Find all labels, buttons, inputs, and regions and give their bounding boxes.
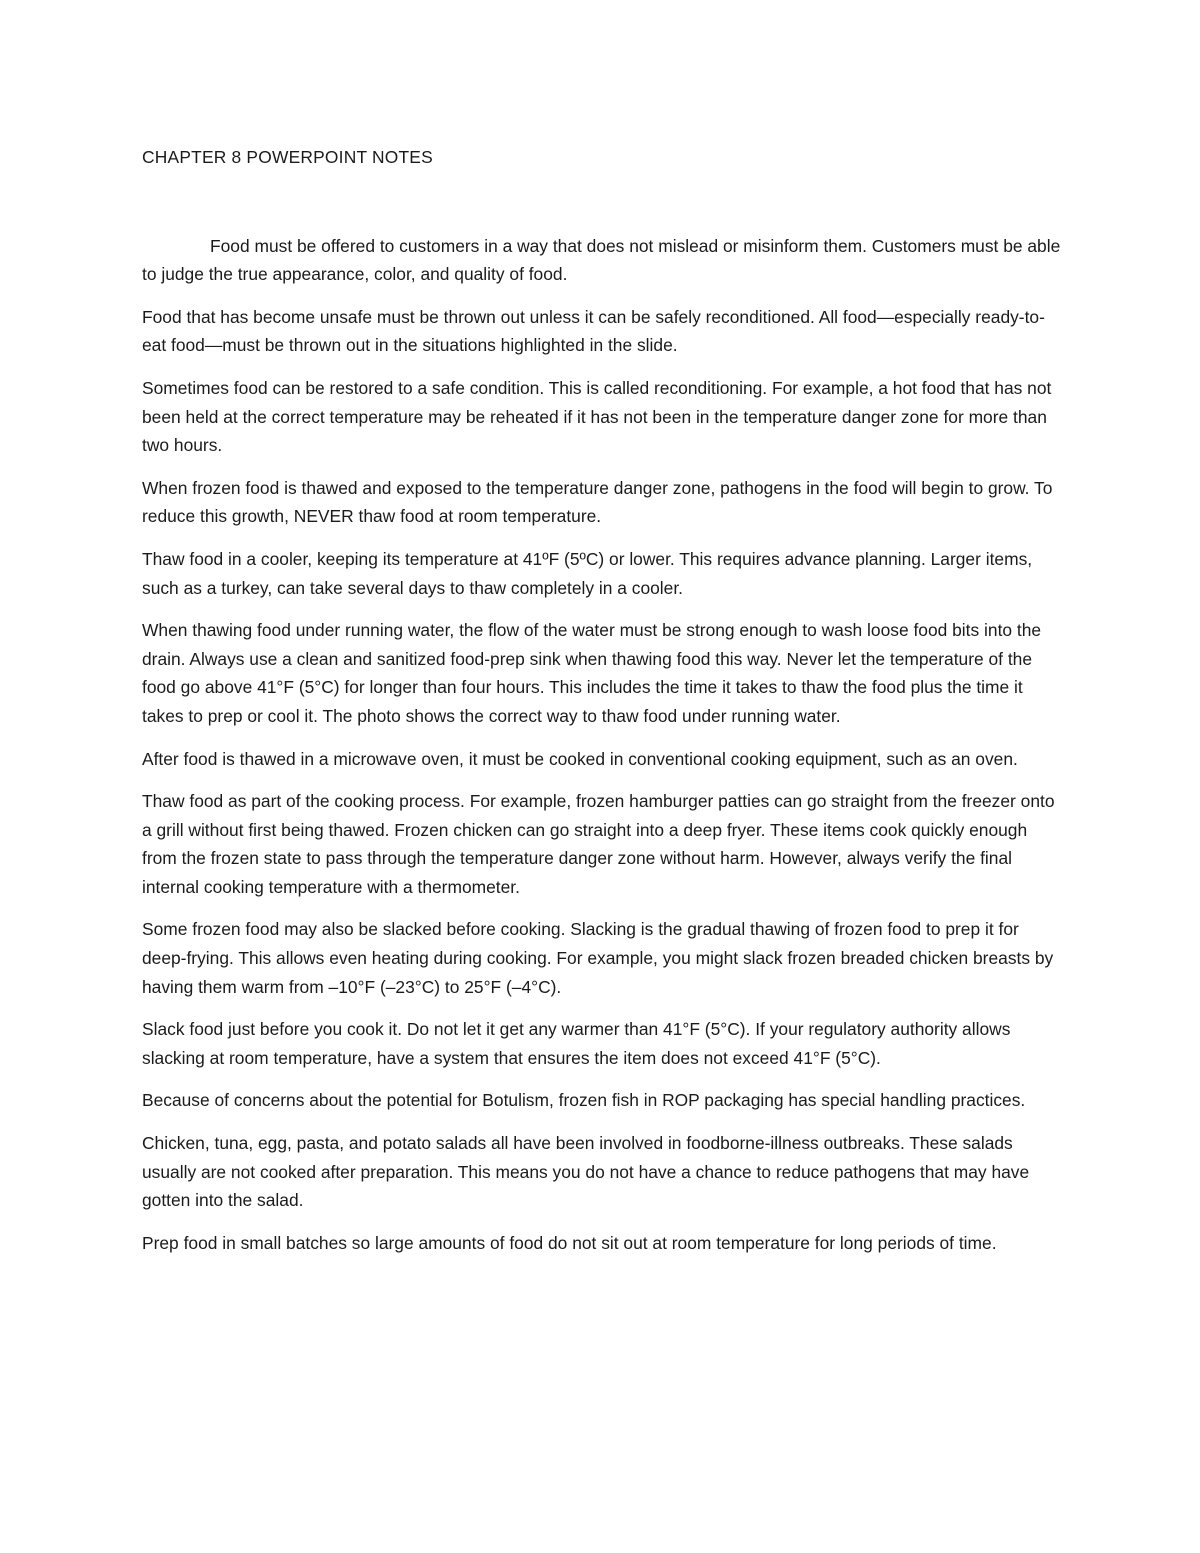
paragraph-3: Sometimes food can be restored to a safe condition. This is called reconditioning. For example, a hot food that has not been held at the correct temperature may be reheated if it has not been in the temperature danger zone for more than two hours. bbox=[142, 377, 1052, 456]
paragraph-6: When thawing food under running water, the flow of the water must be strong enough to wash loose food bits into the drain. Always use a clean and sanitized food-prep sink when thawing food this way. Never let the temperature of the food go above 41°F (5°C) for longer than four hours. This includes the time it takes to thaw the food plus the time it takes to prep or cool it. The photo shows the correct way to thaw food under running water. bbox=[142, 620, 1042, 726]
paragraph-12: Chicken, tuna, egg, pasta, and potato salads all have been involved in foodborne-illness outbreaks. These salads usually are not cooked after preparation. This means you do not have a chance to reduce pathogens that may have gotten into the salad. bbox=[142, 1133, 1030, 1211]
document-title: CHAPTER 8 POWERPOINT NOTES bbox=[142, 147, 433, 167]
paragraph-13: Prep food in small batches so large amounts of food do not sit out at room temperature for long periods of time. bbox=[142, 1232, 997, 1253]
paragraph-4: When frozen food is thawed and exposed to the temperature danger zone, pathogens in the food will begin to grow. To reduce this growth, NEVER thaw food at room temperature. bbox=[142, 477, 1053, 527]
paragraph-8: Thaw food as part of the cooking process. For example, frozen hamburger patties can go straight from the freezer onto a grill without first being thawed. Frozen chicken can go straight into a deep fryer. These items cook quickly enough from the frozen state to pass through the temperature danger zone without harm. However, always verify the final internal cooking temperature with a thermometer. bbox=[142, 791, 1055, 897]
paragraph-10: Slack food just before you cook it. Do not let it get any warmer than 41°F (5°C). If your regulatory authority allows slacking at room temperature, have a system that ensures the item does not exceed 41°F (5°C). bbox=[142, 1019, 1011, 1068]
paragraph-7: After food is thawed in a microwave oven, it must be cooked in conventional cooking equipment, such as an oven. bbox=[142, 748, 1018, 769]
paragraph-11: Because of concerns about the potential for Botulism, frozen fish in ROP packaging has special handling practices. bbox=[142, 1090, 1026, 1111]
paragraph-9: Some frozen food may also be slacked before cooking. Slacking is the gradual thawing of frozen food to prep it for deep-frying. This allows even heating during cooking. For example, you might slack frozen breaded chicken breasts by having them warm from –10°F (–23°C) to 25°F (–4°C). bbox=[142, 919, 1054, 997]
paragraph-2: Food that has become unsafe must be thrown out unless it can be safely reconditioned. All food—especially ready-to-eat food—must be thrown out in the situations highlighted in the slide. bbox=[142, 306, 1045, 356]
document-body bbox=[142, 143, 1062, 1271]
paragraph-1: Food must be offered to customers in a way that does not mislead or misinform them. Customers must be able to judge the true appearance, color, and quality of food. bbox=[142, 235, 1061, 285]
paragraph-5: Thaw food in a cooler, keeping its temperature at 41ºF (5ºC) or lower. This requires advance planning. Larger items, such as a turkey, can take several days to thaw completely in a cooler. bbox=[142, 548, 1033, 598]
